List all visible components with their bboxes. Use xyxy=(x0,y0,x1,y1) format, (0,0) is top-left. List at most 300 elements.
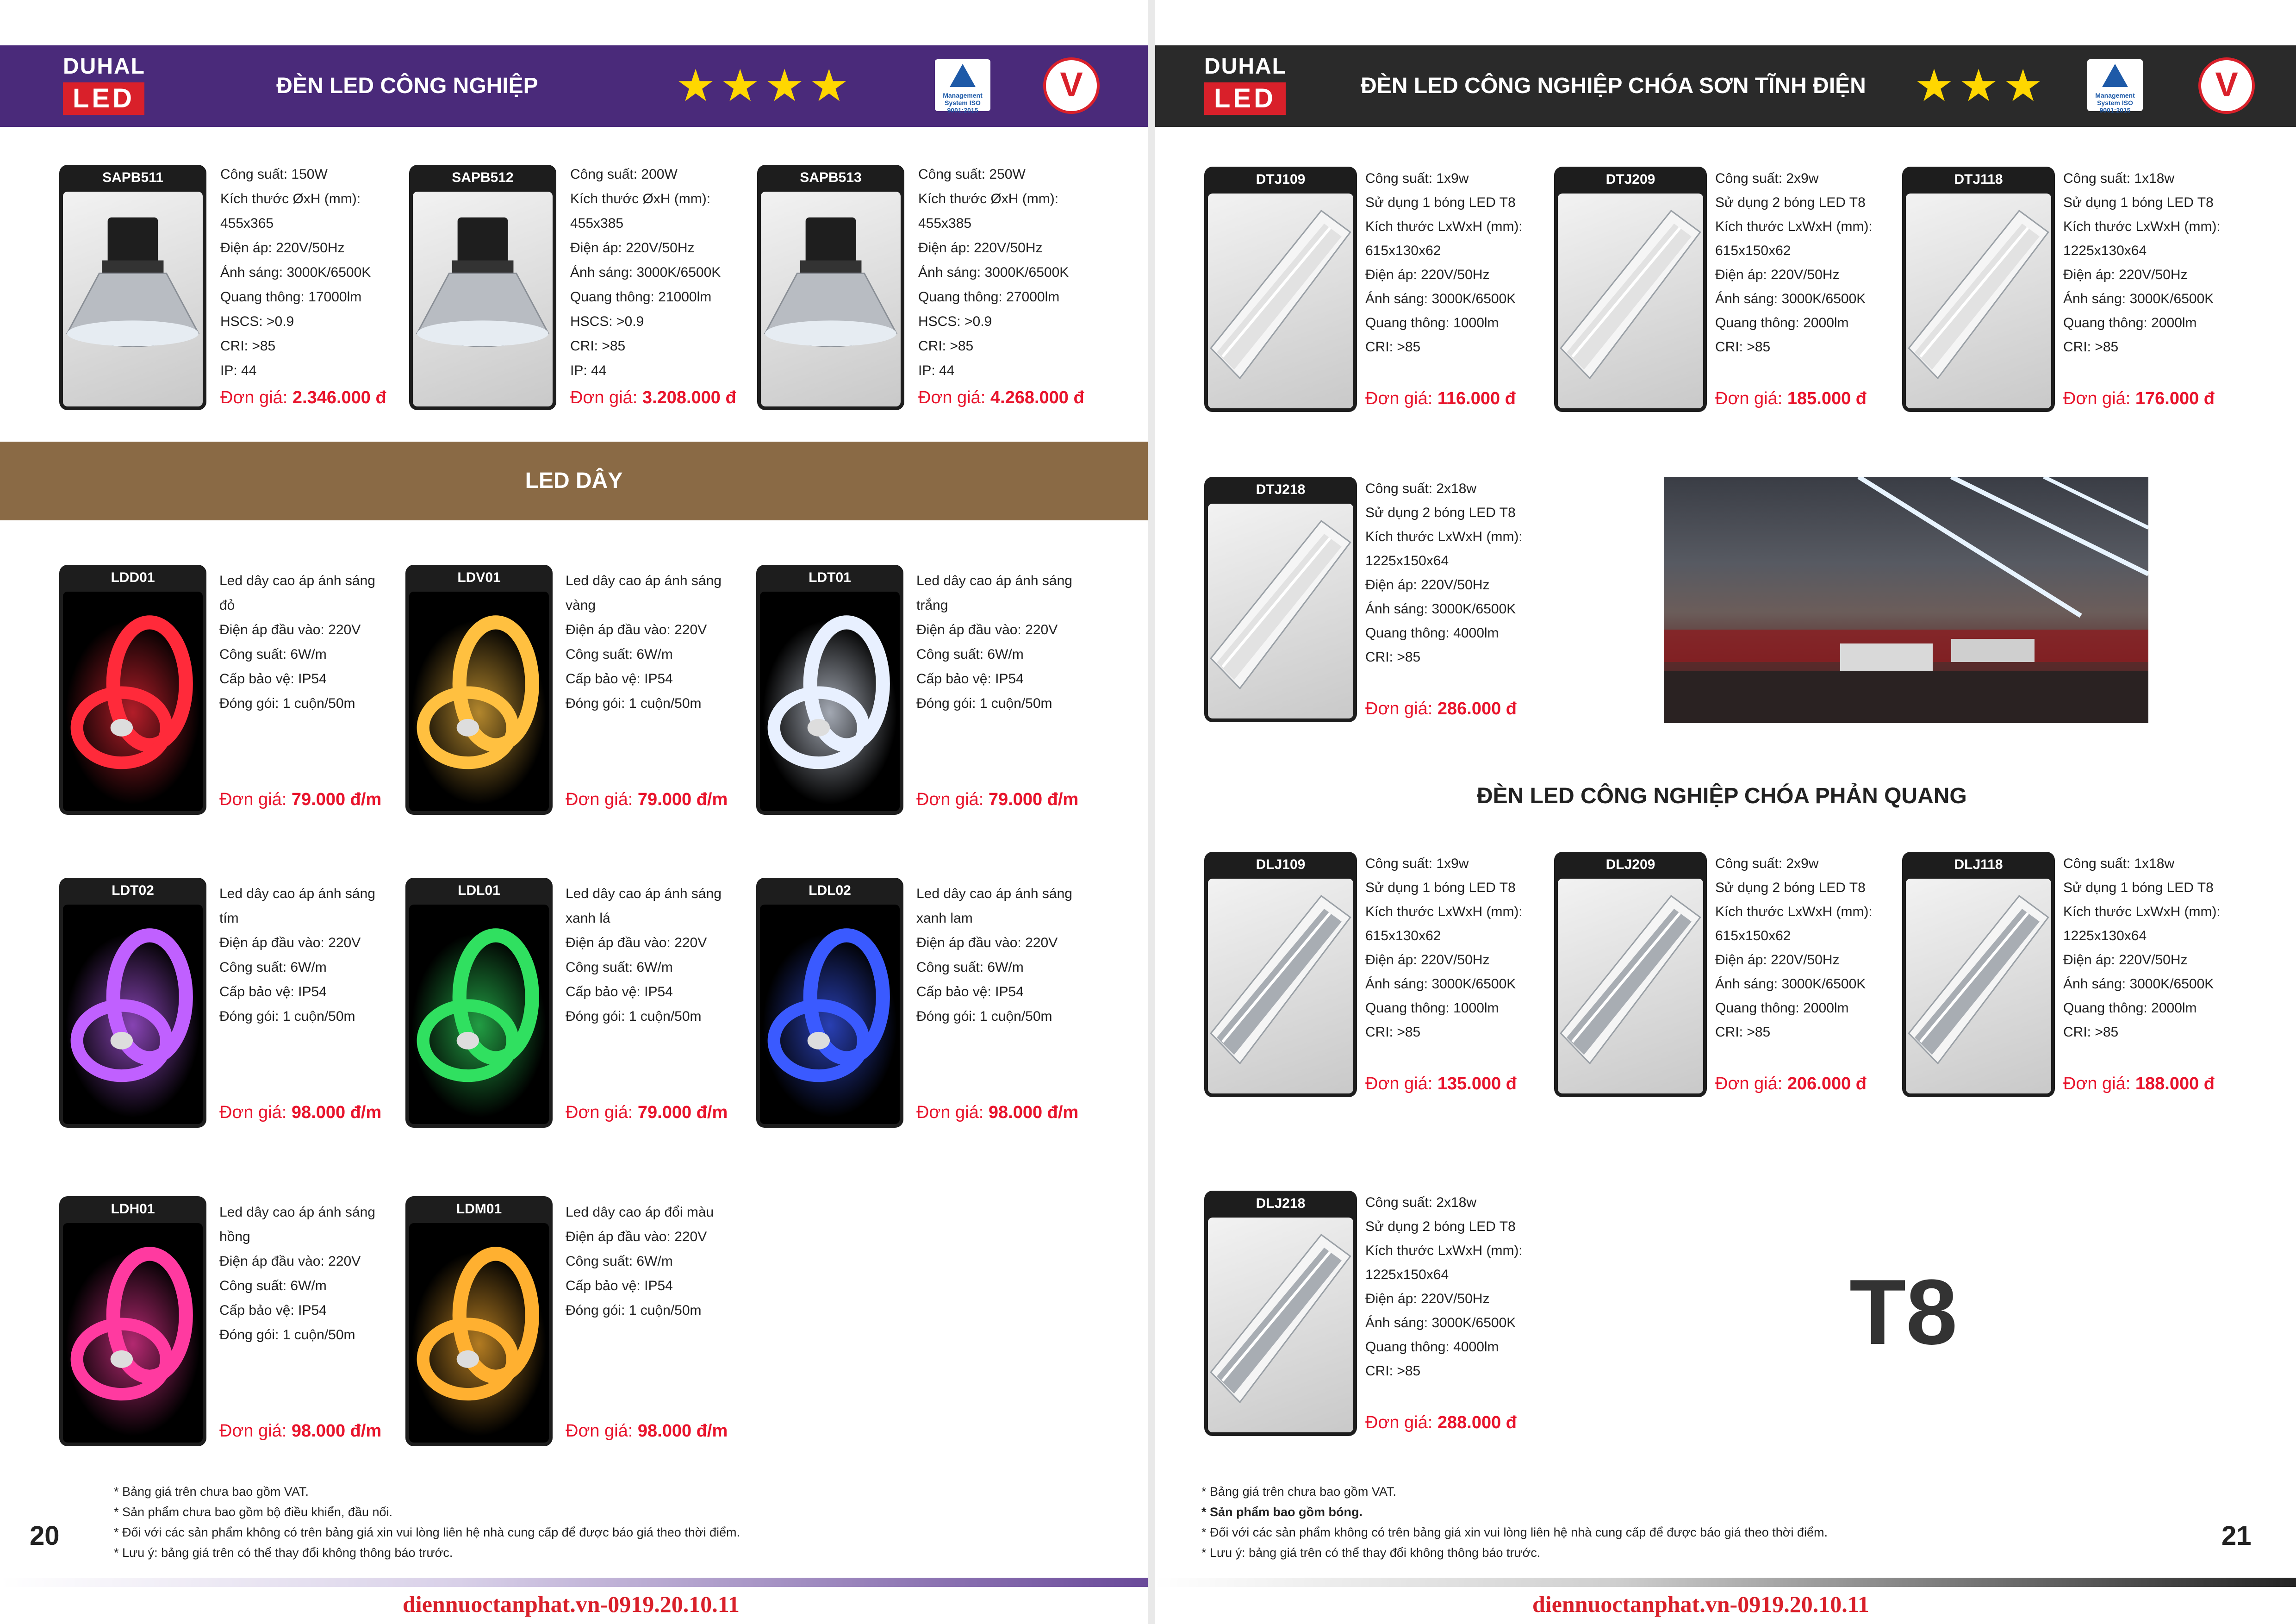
product-card[interactable] xyxy=(1204,167,1357,412)
spec-line: Sử dụng 1 bóng LED T8 xyxy=(1365,880,1516,895)
product-image xyxy=(63,905,203,1124)
product-code: LDM01 xyxy=(456,1201,502,1217)
spec-line: Ánh sáng: 3000K/6500K xyxy=(570,265,721,280)
spec-line: CRI: >85 xyxy=(1715,1024,1771,1040)
page-right xyxy=(1155,0,2296,1624)
price-value: 206.000 đ xyxy=(1787,1074,1867,1093)
spec-line: Kích thước LxWxH (mm): xyxy=(2063,904,2221,919)
spec-line: Ánh sáng: 3000K/6500K xyxy=(1365,976,1516,992)
spec-line: Sử dụng 2 bóng LED T8 xyxy=(1365,505,1516,520)
spec-line: Cấp bảo vệ: IP54 xyxy=(219,984,327,999)
spec-line: Kích thước LxWxH (mm): xyxy=(1715,904,1873,919)
product-image xyxy=(1208,504,1353,718)
product-specs xyxy=(1365,852,1523,1044)
product-code: SAPB513 xyxy=(800,170,862,185)
spec-line: Kích thước LxWxH (mm): xyxy=(1365,219,1523,234)
spec-line: Kích thước ØxH (mm): xyxy=(570,191,711,206)
product-specs xyxy=(2063,852,2221,1044)
spec-line: Cấp bảo vệ: IP54 xyxy=(566,671,673,687)
product-price xyxy=(1365,699,1517,719)
product-price xyxy=(918,388,1084,408)
spec-line: Ánh sáng: 3000K/6500K xyxy=(1365,601,1516,617)
product-card[interactable] xyxy=(59,878,206,1128)
spec-line: 1225x130x64 xyxy=(2063,243,2147,258)
product-image xyxy=(1208,1218,1353,1432)
footnote: * Bảng giá trên chưa bao gồm VAT. xyxy=(1201,1485,1396,1499)
spec-line: CRI: >85 xyxy=(1715,339,1771,355)
spec-line: Điện áp: 220V/50Hz xyxy=(2063,267,2188,282)
header-bar xyxy=(1155,45,2296,127)
product-image xyxy=(63,192,203,406)
price-value: 98.000 đ/m xyxy=(988,1103,1079,1122)
spec-line: Ánh sáng: 3000K/6500K xyxy=(1365,291,1516,306)
spec-line: 1225x150x64 xyxy=(1365,553,1449,568)
spec-line: Điện áp: 220V/50Hz xyxy=(220,240,345,256)
spec-line: Cấp bảo vệ: IP54 xyxy=(219,1303,327,1318)
cert-text: Management System ISO 9001:2015 xyxy=(943,92,983,114)
spec-line: Điện áp đầu vào: 220V xyxy=(566,1229,707,1244)
spec-line: Công suất: 1x18w xyxy=(2063,856,2175,871)
spec-line: Đóng gói: 1 cuộn/50m xyxy=(219,696,355,711)
product-image xyxy=(1906,879,2051,1093)
product-card[interactable] xyxy=(756,878,903,1128)
product-card[interactable] xyxy=(1902,167,2055,412)
spec-line: 455x385 xyxy=(570,216,624,231)
spec-line: Sử dụng 1 bóng LED T8 xyxy=(2063,195,2214,210)
spec-line: Điện áp: 220V/50Hz xyxy=(1365,952,1490,968)
price-label: Đơn giá: xyxy=(219,1421,287,1441)
price-value: 3.208.000 đ xyxy=(642,388,736,407)
footnote: * Bảng giá trên chưa bao gồm VAT. xyxy=(114,1485,309,1499)
product-code: DLJ118 xyxy=(1954,857,2003,872)
spec-line: Ánh sáng: 3000K/6500K xyxy=(918,265,1069,280)
spec-line: xanh lá xyxy=(566,911,610,926)
spec-line: Đóng gói: 1 cuộn/50m xyxy=(219,1009,355,1024)
spec-line: Sử dụng 1 bóng LED T8 xyxy=(2063,880,2214,895)
price-label: Đơn giá: xyxy=(566,1421,633,1441)
spec-line: Điện áp: 220V/50Hz xyxy=(2063,952,2188,968)
rating-stars: ★★★ xyxy=(1914,61,2048,111)
price-label: Đơn giá: xyxy=(2063,389,2131,408)
spec-line: Công suất: 1x9w xyxy=(1365,171,1469,186)
product-card[interactable] xyxy=(59,1196,206,1446)
spec-line: IP: 44 xyxy=(570,363,607,378)
spec-line: Công suất: 6W/m xyxy=(916,647,1024,662)
spec-line: Công suất: 150W xyxy=(220,167,328,182)
product-image xyxy=(760,905,900,1124)
product-specs xyxy=(1365,167,1523,359)
product-card[interactable] xyxy=(1204,1191,1357,1436)
price-label: Đơn giá: xyxy=(566,790,633,809)
spec-line: Kích thước LxWxH (mm): xyxy=(1365,529,1523,544)
spec-line: HSCS: >0.9 xyxy=(220,314,294,329)
spec-line: Điện áp: 220V/50Hz xyxy=(1365,1291,1490,1306)
product-code: LDL01 xyxy=(458,883,500,898)
price-value: 135.000 đ xyxy=(1437,1074,1517,1093)
product-code: DLJ218 xyxy=(1256,1196,1306,1211)
logo-top-text: DUHAL xyxy=(63,54,145,79)
product-code: LDT02 xyxy=(112,883,154,898)
product-price xyxy=(1715,389,1867,409)
spec-line: Ánh sáng: 3000K/6500K xyxy=(2063,291,2214,306)
price-label: Đơn giá: xyxy=(570,388,638,407)
page-title: ĐÈN LED CÔNG NGHIỆP xyxy=(276,74,538,98)
spec-line: Công suất: 2x9w xyxy=(1715,171,1819,186)
spec-line: Công suất: 2x18w xyxy=(1365,1195,1477,1210)
product-card[interactable] xyxy=(409,165,556,410)
price-label: Đơn giá: xyxy=(219,1103,287,1122)
product-code: LDD01 xyxy=(111,570,155,585)
tuv-cert-icon xyxy=(2087,59,2143,114)
spec-line: IP: 44 xyxy=(918,363,955,378)
price-label: Đơn giá: xyxy=(220,388,288,407)
product-card[interactable] xyxy=(1554,167,1707,412)
footnote: * Sản phẩm bao gồm bóng. xyxy=(1201,1505,1363,1519)
spec-line: tím xyxy=(219,911,239,926)
spec-line: Điện áp đầu vào: 220V xyxy=(219,622,361,637)
product-image xyxy=(760,592,900,811)
product-price xyxy=(2063,1074,2215,1094)
price-value: 286.000 đ xyxy=(1437,699,1517,718)
product-card[interactable] xyxy=(1554,852,1707,1097)
spec-line: Công suất: 250W xyxy=(918,167,1026,182)
spec-line: 615x130x62 xyxy=(1365,928,1441,943)
product-price xyxy=(1365,1074,1517,1094)
product-code: DTJ109 xyxy=(1256,172,1306,187)
price-value: 98.000 đ/m xyxy=(637,1421,728,1441)
product-image xyxy=(1558,879,1703,1093)
page-number: 20 xyxy=(30,1521,60,1551)
tuv-cert-icon xyxy=(935,59,990,114)
product-card[interactable] xyxy=(756,565,903,815)
rating-stars: ★★★★ xyxy=(676,61,854,111)
product-code: SAPB512 xyxy=(452,170,514,185)
spec-line: Kích thước ØxH (mm): xyxy=(918,191,1059,206)
spec-line: CRI: >85 xyxy=(2063,339,2119,355)
spec-line: Công suất: 6W/m xyxy=(219,960,327,975)
spec-line: Quang thông: 2000lm xyxy=(1715,315,1849,331)
price-label: Đơn giá: xyxy=(2063,1074,2131,1093)
product-image xyxy=(63,592,203,811)
spec-line: trắng xyxy=(916,598,948,613)
spec-line: Led dây cao áp ánh sáng xyxy=(566,886,722,901)
spec-line: Led dây cao áp đổi màu xyxy=(566,1205,714,1220)
spec-line: 455x385 xyxy=(918,216,972,231)
duhal-logo xyxy=(1201,54,1289,119)
price-label: Đơn giá: xyxy=(918,388,986,407)
spec-line: CRI: >85 xyxy=(918,338,974,354)
spec-line: Sử dụng 2 bóng LED T8 xyxy=(1715,195,1866,210)
quality-badge-icon: V xyxy=(2198,57,2255,114)
spec-line: hồng xyxy=(219,1229,250,1244)
spec-line: Điện áp: 220V/50Hz xyxy=(1365,267,1490,282)
spec-line: Điện áp đầu vào: 220V xyxy=(219,1254,361,1269)
product-card[interactable] xyxy=(59,565,206,815)
product-price xyxy=(566,790,728,810)
product-code: DTJ209 xyxy=(1605,172,1655,187)
price-label: Đơn giá: xyxy=(1715,389,1783,408)
product-code: LDV01 xyxy=(457,570,501,585)
spec-line: Đóng gói: 1 cuộn/50m xyxy=(219,1327,355,1343)
quality-badge-icon: V xyxy=(1043,57,1100,114)
product-specs xyxy=(916,568,1072,716)
product-price xyxy=(219,1103,381,1123)
spec-line: Công suất: 6W/m xyxy=(219,1278,327,1293)
product-code: DLJ109 xyxy=(1256,857,1306,872)
footnote: * Lưu ý: bảng giá trên có thể thay đổi không thông báo trước. xyxy=(1201,1546,1541,1560)
spec-line: Quang thông: 2000lm xyxy=(2063,315,2197,331)
header-bar xyxy=(0,45,1148,127)
product-image xyxy=(409,592,549,811)
spec-line: Điện áp đầu vào: 220V xyxy=(916,935,1058,950)
product-price xyxy=(1365,389,1516,409)
duhal-logo xyxy=(60,54,148,119)
product-card[interactable] xyxy=(1204,852,1357,1097)
spec-line: Led dây cao áp ánh sáng xyxy=(219,573,375,588)
spec-line: Quang thông: 21000lm xyxy=(570,289,712,305)
spec-line: Điện áp đầu vào: 220V xyxy=(566,935,707,950)
spec-line: 615x150x62 xyxy=(1715,243,1791,258)
price-label: Đơn giá: xyxy=(916,1103,984,1122)
product-specs xyxy=(566,881,722,1029)
spec-line: Đóng gói: 1 cuộn/50m xyxy=(566,696,702,711)
spec-line: Quang thông: 2000lm xyxy=(1715,1000,1849,1016)
product-code: LDH01 xyxy=(111,1201,155,1217)
price-value: 79.000 đ/m xyxy=(291,790,382,809)
footnotes xyxy=(114,1481,740,1563)
product-card[interactable] xyxy=(59,165,206,410)
spec-line: Quang thông: 2000lm xyxy=(2063,1000,2197,1016)
product-image xyxy=(409,1223,549,1443)
spec-line: 455x365 xyxy=(220,216,274,231)
spec-line: Kích thước LxWxH (mm): xyxy=(1365,1243,1523,1258)
spec-line: Công suất: 6W/m xyxy=(566,960,673,975)
product-specs xyxy=(1715,852,1873,1044)
spec-line: Công suất: 1x9w xyxy=(1365,856,1469,871)
product-card[interactable] xyxy=(1902,852,2055,1097)
product-card[interactable] xyxy=(405,878,553,1128)
product-image xyxy=(63,1223,203,1443)
product-specs xyxy=(1365,1191,1523,1383)
product-specs xyxy=(219,881,375,1029)
spec-line: Led dây cao áp ánh sáng xyxy=(219,886,375,901)
spec-line: Đóng gói: 1 cuộn/50m xyxy=(566,1009,702,1024)
product-price xyxy=(219,1421,381,1441)
price-label: Đơn giá: xyxy=(1365,699,1433,718)
product-code: LDT01 xyxy=(809,570,851,585)
spec-line: Quang thông: 17000lm xyxy=(220,289,362,305)
website-contact[interactable]: diennuoctanphat.vn-0919.20.10.11 xyxy=(1532,1591,1869,1617)
product-specs xyxy=(918,162,1069,383)
spec-line: Led dây cao áp ánh sáng xyxy=(566,573,722,588)
logo-top-text: DUHAL xyxy=(1204,54,1287,79)
spec-line: Công suất: 6W/m xyxy=(916,960,1024,975)
spec-line: Đóng gói: 1 cuộn/50m xyxy=(566,1303,702,1318)
product-price xyxy=(1715,1074,1867,1094)
product-specs xyxy=(219,1200,375,1347)
price-value: 176.000 đ xyxy=(2135,389,2215,408)
spec-line: Kích thước LxWxH (mm): xyxy=(1365,904,1523,919)
spec-line: HSCS: >0.9 xyxy=(918,314,992,329)
spec-line: Điện áp: 220V/50Hz xyxy=(1365,577,1490,593)
product-image xyxy=(1208,194,1353,408)
product-card[interactable] xyxy=(405,565,553,815)
spec-line: 615x150x62 xyxy=(1715,928,1791,943)
product-specs xyxy=(220,162,371,383)
spec-line: Công suất: 6W/m xyxy=(219,647,327,662)
price-value: 79.000 đ/m xyxy=(988,790,1079,809)
spec-line: Quang thông: 1000lm xyxy=(1365,315,1499,331)
footer-line xyxy=(0,1578,1148,1587)
price-value: 79.000 đ/m xyxy=(637,790,728,809)
section-band: LED DÂY xyxy=(0,442,1148,520)
spec-line: Cấp bảo vệ: IP54 xyxy=(566,1278,673,1293)
product-code: DTJ218 xyxy=(1256,482,1306,497)
product-specs xyxy=(566,568,722,716)
spec-line: Quang thông: 4000lm xyxy=(1365,625,1499,641)
price-value: 98.000 đ/m xyxy=(291,1421,382,1441)
page-title: ĐÈN LED CÔNG NGHIỆP CHÓA SƠN TĨNH ĐIỆN xyxy=(1361,74,1866,98)
price-value: 116.000 đ xyxy=(1437,389,1516,408)
product-card[interactable] xyxy=(757,165,904,410)
product-specs xyxy=(1365,477,1523,669)
product-image xyxy=(1906,194,2051,408)
spec-line: 1225x150x64 xyxy=(1365,1267,1449,1282)
product-price xyxy=(916,790,1078,810)
price-label: Đơn giá: xyxy=(219,790,287,809)
website-contact[interactable]: diennuoctanphat.vn-0919.20.10.11 xyxy=(403,1591,740,1617)
spec-line: Cấp bảo vệ: IP54 xyxy=(916,984,1024,999)
product-price xyxy=(566,1421,728,1441)
product-image xyxy=(1558,194,1703,408)
spec-line: Công suất: 200W xyxy=(570,167,678,182)
product-price xyxy=(570,388,736,408)
factory-photo-art xyxy=(1664,477,2148,723)
price-value: 188.000 đ xyxy=(2135,1074,2215,1093)
price-value: 288.000 đ xyxy=(1437,1413,1517,1432)
cert-text: Management System ISO 9001:2015 xyxy=(2095,92,2135,114)
spec-line: CRI: >85 xyxy=(220,338,276,354)
footer-line xyxy=(1155,1578,2296,1587)
product-image xyxy=(409,905,549,1124)
logo-bottom-text: LED xyxy=(63,82,144,115)
factory-photo xyxy=(1664,477,2148,723)
spec-line: Led dây cao áp ánh sáng xyxy=(916,886,1072,901)
price-value: 185.000 đ xyxy=(1787,389,1867,408)
product-code: SAPB511 xyxy=(102,170,163,185)
product-price xyxy=(220,388,386,408)
spec-line: CRI: >85 xyxy=(1365,1024,1421,1040)
product-specs xyxy=(566,1200,714,1323)
t8-label: T8 xyxy=(1849,1261,1958,1364)
spec-line: Quang thông: 4000lm xyxy=(1365,1339,1499,1355)
product-price xyxy=(566,1103,728,1123)
product-specs xyxy=(2063,167,2221,359)
spec-line: Đóng gói: 1 cuộn/50m xyxy=(916,1009,1052,1024)
spec-line: xanh lam xyxy=(916,911,973,926)
product-specs xyxy=(1715,167,1873,359)
footnote: * Sản phẩm chưa bao gồm bộ điều khiển, đầu nối. xyxy=(114,1505,392,1519)
spec-line: Điện áp đầu vào: 220V xyxy=(219,935,361,950)
section-title: ĐÈN LED CÔNG NGHIỆP CHÓA PHẢN QUANG xyxy=(1477,784,1967,808)
spec-line: Kích thước LxWxH (mm): xyxy=(2063,219,2221,234)
price-label: Đơn giá: xyxy=(1365,1074,1433,1093)
price-label: Đơn giá: xyxy=(1365,389,1433,408)
spec-line: Led dây cao áp ánh sáng xyxy=(219,1205,375,1220)
spec-line: Ánh sáng: 3000K/6500K xyxy=(2063,976,2214,992)
footnote: * Đối với các sản phẩm không có trên bảng giá xin vui lòng liên hệ nhà cung cấp để được báo giá theo thời điểm. xyxy=(1201,1525,1828,1539)
product-image xyxy=(761,192,901,406)
footnote: * Đối với các sản phẩm không có trên bảng giá xin vui lòng liên hệ nhà cung cấp để được báo giá theo thời điểm. xyxy=(114,1525,740,1539)
product-price xyxy=(916,1103,1078,1123)
spec-line: Ánh sáng: 3000K/6500K xyxy=(1715,976,1866,992)
spec-line: Điện áp: 220V/50Hz xyxy=(1715,267,1840,282)
footnote: * Lưu ý: bảng giá trên có thể thay đổi không thông báo trước. xyxy=(114,1546,453,1560)
spec-line: Công suất: 2x9w xyxy=(1715,856,1819,871)
spec-line: Ánh sáng: 3000K/6500K xyxy=(1365,1315,1516,1330)
product-image xyxy=(413,192,553,406)
spec-line: Cấp bảo vệ: IP54 xyxy=(566,984,673,999)
logo-bottom-text: LED xyxy=(1204,82,1286,115)
spec-line: 1225x130x64 xyxy=(2063,928,2147,943)
price-label: Đơn giá: xyxy=(1365,1413,1433,1432)
spec-line: Điện áp: 220V/50Hz xyxy=(918,240,1043,256)
product-specs xyxy=(570,162,721,383)
spec-line: 615x130x62 xyxy=(1365,243,1441,258)
page-number: 21 xyxy=(2221,1521,2252,1551)
spec-line: Công suất: 1x18w xyxy=(2063,171,2175,186)
spec-line: Ánh sáng: 3000K/6500K xyxy=(220,265,371,280)
spec-line: Sử dụng 2 bóng LED T8 xyxy=(1715,880,1866,895)
spec-line: Công suất: 2x18w xyxy=(1365,481,1477,496)
product-price xyxy=(2063,389,2215,409)
spec-line: Sử dụng 1 bóng LED T8 xyxy=(1365,195,1516,210)
product-price xyxy=(219,790,381,810)
product-specs xyxy=(219,568,375,716)
spec-line: CRI: >85 xyxy=(1365,650,1421,665)
price-value: 98.000 đ/m xyxy=(291,1103,382,1122)
book-spine xyxy=(1148,0,1155,1624)
spec-line: IP: 44 xyxy=(220,363,257,378)
spec-line: Sử dụng 2 bóng LED T8 xyxy=(1365,1219,1516,1234)
footnotes xyxy=(1201,1481,1828,1563)
price-label: Đơn giá: xyxy=(1715,1074,1783,1093)
spec-line: Led dây cao áp ánh sáng xyxy=(916,573,1072,588)
spec-line: CRI: >85 xyxy=(1365,339,1421,355)
spec-line: HSCS: >0.9 xyxy=(570,314,644,329)
product-image xyxy=(1208,879,1353,1093)
spec-line: Kích thước ØxH (mm): xyxy=(220,191,361,206)
spec-line: đỏ xyxy=(219,598,235,613)
product-price xyxy=(1365,1413,1517,1433)
spec-line: vàng xyxy=(566,598,596,613)
spec-line: CRI: >85 xyxy=(570,338,626,354)
price-label: Đơn giá: xyxy=(916,790,984,809)
spec-line: CRI: >85 xyxy=(1365,1363,1421,1379)
product-card[interactable] xyxy=(1204,477,1357,722)
product-specs xyxy=(916,881,1072,1029)
price-label: Đơn giá: xyxy=(566,1103,633,1122)
spec-line: Ánh sáng: 3000K/6500K xyxy=(1715,291,1866,306)
product-code: LDL02 xyxy=(809,883,851,898)
spec-line: Quang thông: 1000lm xyxy=(1365,1000,1499,1016)
spec-line: Quang thông: 27000lm xyxy=(918,289,1060,305)
spec-line: Đóng gói: 1 cuộn/50m xyxy=(916,696,1052,711)
product-card[interactable] xyxy=(405,1196,553,1446)
price-value: 79.000 đ/m xyxy=(637,1103,728,1122)
spec-line: Điện áp: 220V/50Hz xyxy=(1715,952,1840,968)
spec-line: CRI: >85 xyxy=(2063,1024,2119,1040)
